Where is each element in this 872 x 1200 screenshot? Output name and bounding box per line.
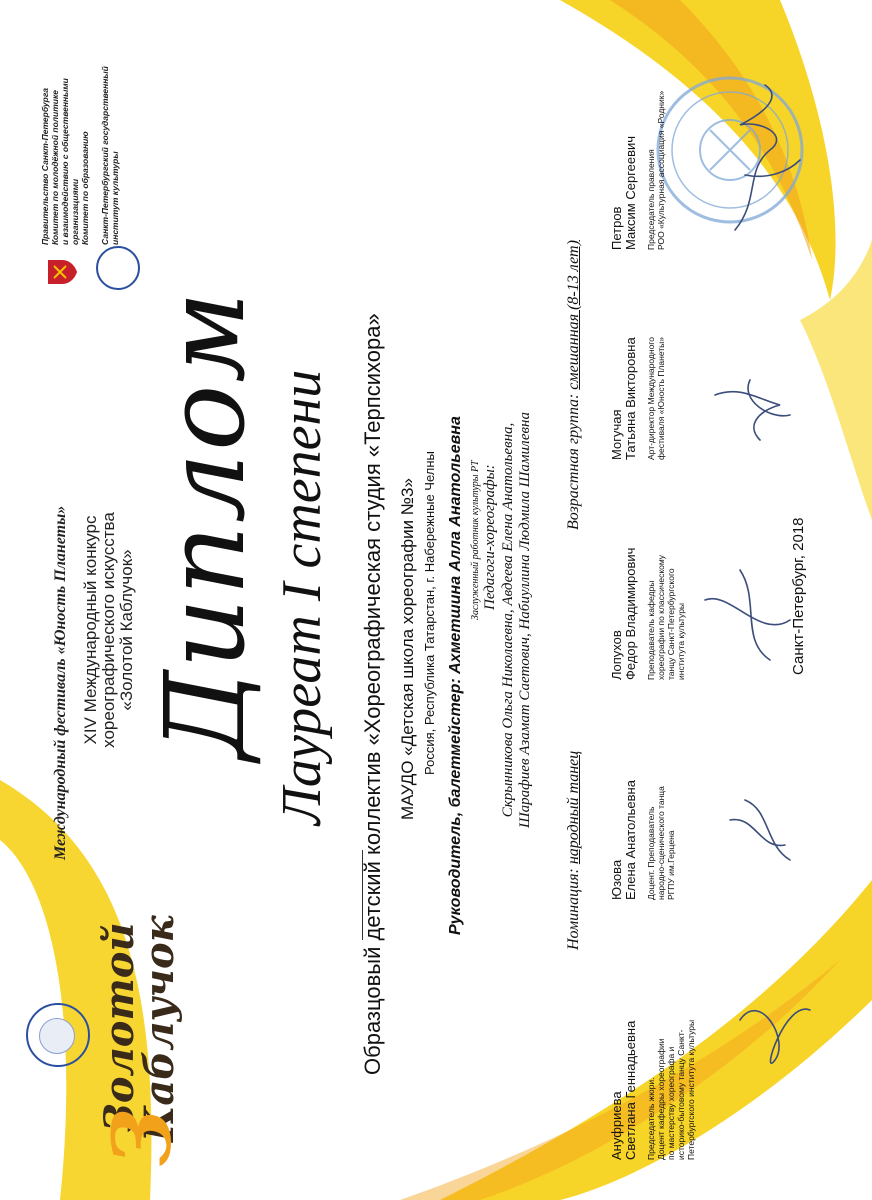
signatory-3	[610, 480, 686, 680]
director-line: Руководитель, балетмейстер: Ахметшина Алла Анатольевна	[447, 416, 464, 935]
teachers-list	[500, 360, 534, 880]
signatory-3-first: Федор Владимирович	[623, 547, 638, 680]
signatory-2-first: Елена Анатольевна	[623, 780, 638, 900]
signatory-4-title: Арт-директор Международного фестиваля «Юность Планеты»	[646, 336, 666, 460]
signatory-3-last: Лопухов	[609, 630, 624, 680]
signatory-5-last: Петров	[609, 206, 624, 250]
signatory-5-title: Председатель правления РОО «Культурная ассоциация «Родник»	[646, 90, 666, 250]
signatory-4-first: Татьяна Викторовна	[623, 337, 638, 460]
signatory-2	[610, 700, 676, 900]
director-honor: Заслуженный работник культуры РТ	[470, 460, 481, 620]
signatory-5	[610, 30, 666, 250]
nomination-label: Номинация:	[565, 868, 582, 950]
institute-seal-icon	[96, 246, 140, 290]
logo-word-zolotoy: Золотой	[96, 922, 143, 1132]
age-group	[565, 240, 583, 530]
diploma-title: Диплом	[141, 289, 269, 760]
signatory-4	[610, 260, 666, 460]
place-and-date: Санкт-Петербург, 2018	[790, 517, 807, 675]
age-group-value: смешанная (8-13 лет)	[565, 240, 582, 390]
school-name: МАУДО «Детская школа хореографии №3»	[398, 478, 417, 820]
festival-logo	[12, 915, 212, 1172]
signatory-2-title: Доцент. Преподаватель народно-сценического танца РГПУ им.Герцена	[646, 786, 676, 900]
signatory-3-title: Преподаватель кафедры хореографии по классическому танцу Санкт-Петербургского института культуры	[646, 554, 686, 680]
contest-line-2: хореографического искусства	[99, 512, 118, 748]
contest-line-3: «Золотой Каблучок»	[117, 549, 136, 711]
logo-word-kabluchok: Каблучок	[136, 915, 183, 1142]
signatory-2-last: Юзова	[609, 859, 624, 900]
logo-initial-z: З	[95, 1108, 189, 1166]
collective-name: Образцовый детский коллектив «Хореографическая студия «Терпсихора»	[360, 313, 385, 1075]
signatory-4-last: Могучая	[609, 409, 624, 460]
signatory-5-first: Максим Сергеевич	[623, 135, 638, 250]
spb-coat-of-arms-icon	[40, 252, 80, 292]
signatory-1	[610, 920, 696, 1160]
nomination	[565, 751, 583, 950]
contest-line-1: XIV Международный конкурс	[81, 515, 100, 745]
teachers-label: Педагоги-хореографы:	[482, 464, 498, 610]
age-group-label: Возрастная группа:	[565, 393, 582, 530]
organizer-government: Правительство Санкт-Петербурга Комитет по молодёжной политике и взаимодействию с общественными организациями Комитет по образованию	[40, 78, 90, 245]
teachers-line-1: Скрынникова Ольга Николаевна, Авдеева Елена Анатольевна,	[500, 422, 516, 818]
laureate-degree: Лауреат I степени	[271, 369, 333, 825]
signatory-1-title: Председатель жюри. Доцент кафедры хореографии по мастерству хореографа и историко-бытовому танцу Санкт- Петербургского института культуры	[646, 1019, 696, 1160]
signatory-1-first: Светлана Геннадьевна	[623, 1020, 638, 1160]
signatory-1-last: Ануфриева	[609, 1091, 624, 1160]
globe-icon	[39, 1018, 75, 1054]
contest-name	[82, 470, 136, 790]
organizer-institute: Санкт-Петербургский государственный институт культуры	[100, 66, 120, 245]
region: Россия, Республика Татарстан, г. Набережные Челны	[422, 451, 437, 775]
teachers-line-2: Шарафиев Азамат Саетович, Набиуллина Людмила Шамилевна	[517, 412, 533, 828]
nomination-value: народный танец	[565, 750, 582, 865]
festival-name: Международный фестиваль «Юность Планеты»	[52, 505, 69, 860]
